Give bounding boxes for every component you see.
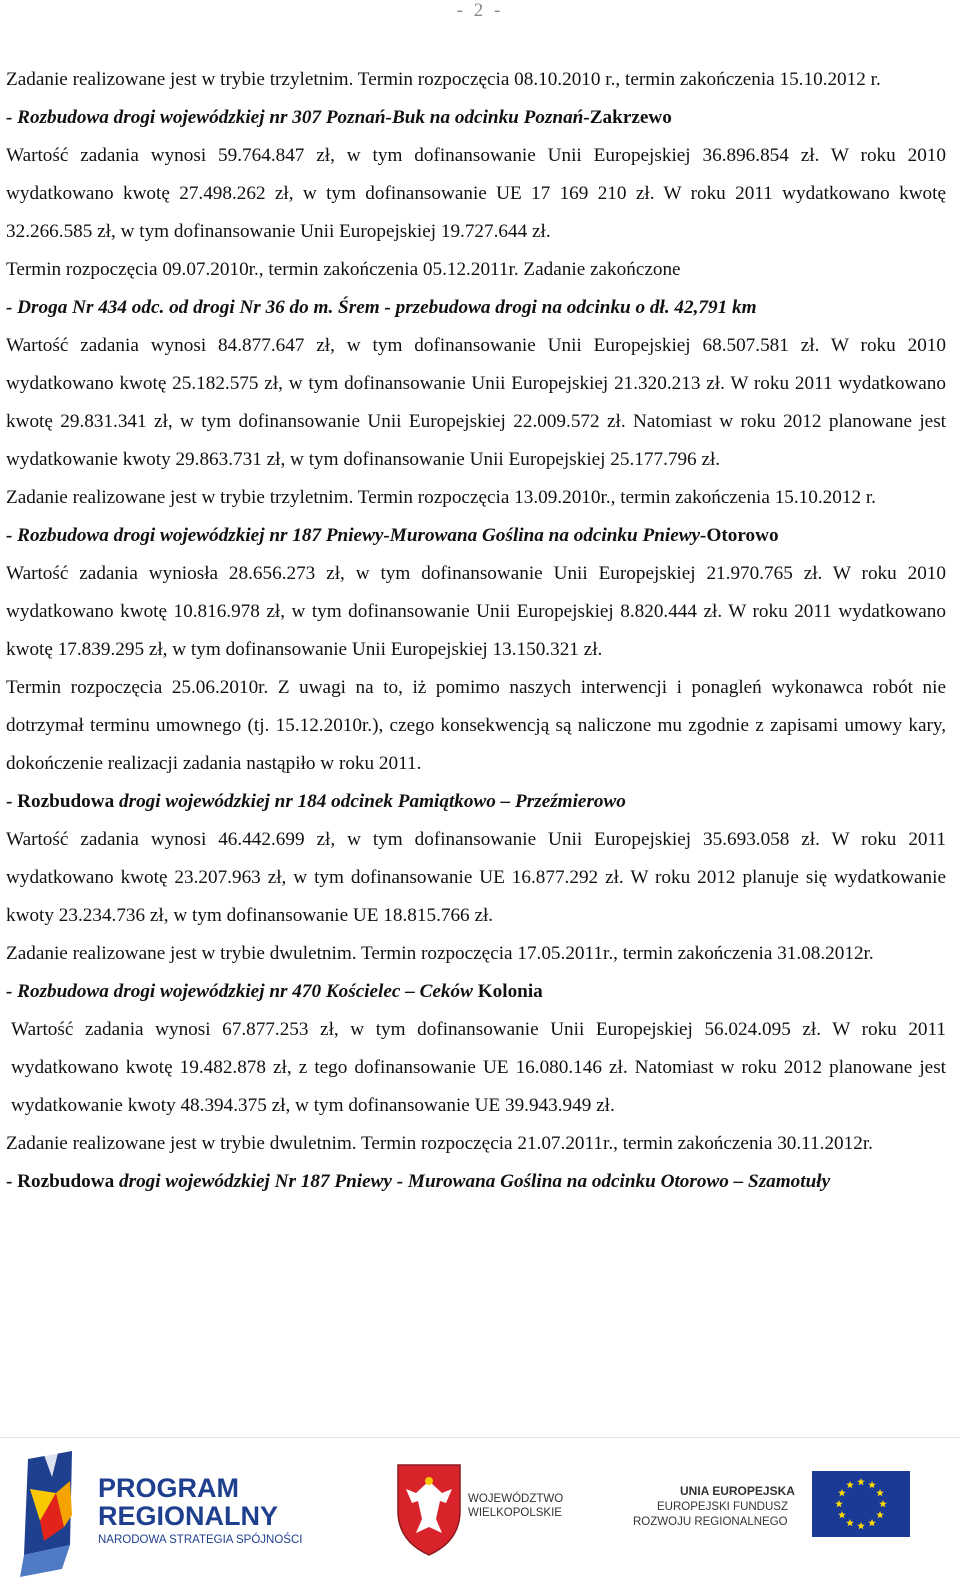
paragraph: Wartość zadania wyniosła 28.656.273 zł, w tym dofinansowanie Unii Europejskiej 21.970.765 zł. W roku 2010 wydatkowano kwotę 10.816.978 zł, w tym dofinansowanie Unii Europejskiej 8.820.444 zł. W roku 2011 wydatkowano kwotę 17.839.295 zł, w tym dofinansowanie Unii Europejskiej 13.150.321 zł.: [6, 563, 946, 660]
paragraph: Zadanie realizowane jest w trybie trzyletnim. Termin rozpoczęcia 13.09.2010r., termin zakończenia 15.10.2012 r.: [6, 487, 876, 508]
section-heading: - Rozbudowa drogi wojewódzkiej nr 470 Kościelec – Ceków Kolonia: [6, 981, 543, 1002]
section-heading: - Droga Nr 434 odc. od drogi Nr 36 do m. Śrem - przebudowa drogi na odcinku o dł. 42,791 km: [6, 297, 757, 318]
eu-flag-icon: [812, 1471, 910, 1537]
paragraph: Termin rozpoczęcia 25.06.2010r. Z uwagi na to, iż pomimo naszych interwencji i ponagleń wykonawca robót nie dotrzymał terminu umownego (tj. 15.12.2010r.), czego konsekwencją są naliczone mu zgodnie z zapisami umowy kary, dokończenie realizacji zadania nastąpiło w roku 2011.: [6, 677, 946, 774]
footer-logos: [0, 1437, 960, 1587]
paragraph: Wartość zadania wynosi 84.877.647 zł, w tym dofinansowanie Unii Europejskiej 68.507.581 zł. W roku 2010 wydatkowano kwotę 25.182.575 zł, w tym dofinansowanie Unii Europejskiej 21.320.213 zł. W roku 2011 wydatkowano kwotę 29.831.341 zł, w tym dofinansowanie Unii Europejskiej 22.009.572 zł. Natomiast w roku 2012 planowane jest wydatkowanie kwoty 29.863.731 zł, w tym dofinansowanie Unii Europejskiej 25.177.796 zł.: [6, 335, 946, 470]
program-regionalny-logo: [20, 1451, 72, 1577]
paragraph: Wartość zadania wynosi 67.877.253 zł, w tym dofinansowanie Unii Europejskiej 56.024.095 zł. W roku 2011 wydatkowano kwotę 19.482.878 zł, z tego dofinansowanie UE 16.080.146 zł. Natomiast w roku 2012 planowane jest wydatkowanie kwoty 48.394.375 zł, w tym dofinansowanie UE 39.943.949 zł.: [11, 1019, 946, 1116]
page-number: - 2 -: [456, 0, 504, 21]
document-body: [6, 61, 946, 1201]
paragraph: Termin rozpoczęcia 09.07.2010r., termin zakończenia 05.12.2011r. Zadanie zakończone: [6, 259, 681, 280]
program-line2: REGIONALNY: [98, 1501, 279, 1531]
paragraph: Wartość zadania wynosi 46.442.699 zł, w tym dofinansowanie Unii Europejskiej 35.693.058 zł. W roku 2011 wydatkowano kwotę 23.207.963 zł, w tym dofinansowanie UE 16.877.292 zł. W roku 2012 planuje się wydatkowanie kwoty 23.234.736 zł, w tym dofinansowanie UE 18.815.766 zł.: [6, 829, 946, 926]
program-line1: PROGRAM: [98, 1473, 239, 1503]
paragraph: Zadanie realizowane jest w trybie trzyletnim. Termin rozpoczęcia 08.10.2010 r., termin zakończenia 15.10.2012 r.: [6, 69, 881, 90]
wielkopolska-coat-of-arms: [398, 1465, 460, 1555]
ue-line3: ROZWOJU REGIONALNEGO: [633, 1516, 788, 1528]
paragraph: Zadanie realizowane jest w trybie dwuletnim. Termin rozpoczęcia 17.05.2011r., termin zakończenia 31.08.2012r.: [6, 943, 874, 964]
woj-line1: WOJEWÓDZTWO: [468, 1493, 564, 1505]
ue-line2: EUROPEJSKI FUNDUSZ: [657, 1501, 788, 1513]
program-line3: NARODOWA STRATEGIA SPÓJNOŚCI: [98, 1534, 303, 1546]
ue-line1: UNIA EUROPEJSKA: [680, 1484, 795, 1498]
paragraph: Zadanie realizowane jest w trybie dwuletnim. Termin rozpoczęcia 21.07.2011r., termin zakończenia 30.11.2012r.: [6, 1133, 873, 1154]
section-heading: - Rozbudowa drogi wojewódzkiej nr 307 Poznań-Buk na odcinku Poznań-Zakrzewo: [6, 107, 672, 128]
woj-line2: WIELKOPOLSKIE: [468, 1507, 562, 1519]
section-heading: - Rozbudowa drogi wojewódzkiej nr 187 Pniewy-Murowana Goślina na odcinku Pniewy-Otorowo: [6, 525, 779, 546]
section-heading: - Rozbudowa drogi wojewódzkiej Nr 187 Pniewy - Murowana Goślina na odcinku Otorowo – Szamotuły: [6, 1171, 831, 1192]
paragraph: Wartość zadania wynosi 59.764.847 zł, w tym dofinansowanie Unii Europejskiej 36.896.854 zł. W roku 2010 wydatkowano kwotę 27.498.262 zł, w tym dofinansowanie UE 17 169 210 zł. W roku 2011 wydatkowano kwotę 32.266.585 zł, w tym dofinansowanie Unii Europejskiej 19.727.644 zł.: [6, 145, 946, 242]
section-heading: - Rozbudowa drogi wojewódzkiej nr 184 odcinek Pamiątkowo – Przeźmierowo: [6, 791, 626, 812]
